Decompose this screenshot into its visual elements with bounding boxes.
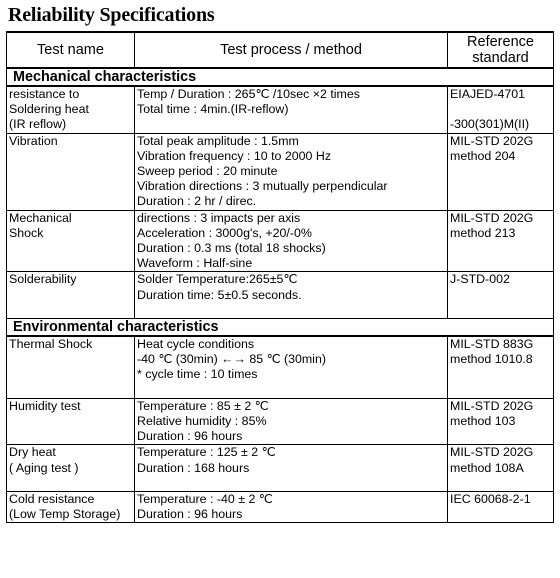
reference-cell — [448, 272, 554, 319]
process-line: Duration time: 5±0.5 seconds. — [137, 287, 302, 302]
process-cell — [135, 86, 448, 133]
test-name-line: resistance to — [9, 87, 80, 101]
process-spacer — [137, 303, 445, 318]
process-cell — [135, 336, 448, 398]
process-cell — [135, 133, 448, 210]
process-line: Temp / Duration : 265℃ /10sec ×2 times — [137, 87, 360, 101]
process-line: Total time : 4min.(IR-reflow) — [137, 102, 289, 117]
process-line: Waveform : Half-sine — [137, 256, 253, 271]
process-cell — [135, 272, 448, 319]
test-name-line: Mechanical — [9, 210, 72, 225]
reference-cell — [448, 133, 554, 210]
header-reference-line1: Reference — [467, 34, 534, 50]
process-line: Relative humidity : 85% — [137, 414, 267, 429]
section-environmental — [7, 319, 554, 337]
process-line: -40 ℃ (30min) ←→ 85 ℃ (30min) — [137, 352, 326, 367]
reference-line: MIL-STD 202G — [450, 133, 534, 148]
process-line: Total peak amplitude : 1.5mm — [137, 133, 299, 148]
process-line: Duration : 2 hr / direc. — [137, 194, 257, 209]
header-test-name: Test name — [7, 32, 135, 68]
table-row — [7, 210, 554, 272]
table-header-row — [7, 32, 554, 68]
process-cell — [135, 398, 448, 445]
reference-cell — [448, 210, 554, 272]
process-line: Sweep period : 20 minute — [137, 164, 278, 179]
header-reference-line2: standard — [472, 50, 529, 66]
section-title: Mechanical characteristics — [7, 68, 554, 86]
test-name-cell — [7, 210, 135, 272]
section-mechanical — [7, 68, 554, 86]
page-title: Reliability Specifications — [8, 4, 215, 26]
test-name-cell — [7, 492, 135, 523]
test-name-line: Humidity test — [9, 398, 81, 413]
reference-cell — [448, 86, 554, 133]
reference-line: method 103 — [450, 414, 516, 429]
process-line: Duration : 96 hours — [137, 429, 243, 444]
test-name-cell — [7, 398, 135, 445]
reference-spacer — [450, 102, 551, 117]
reference-line: method 204 — [450, 148, 516, 163]
test-name-cell — [7, 445, 135, 492]
section-title: Environmental characteristics — [7, 319, 554, 337]
test-name-line: (IR reflow) — [9, 117, 67, 132]
process-line: Temperature : -40 ± 2 ℃ — [137, 492, 273, 507]
reference-line: IEC 60068-2-1 — [450, 492, 531, 507]
process-line: Vibration frequency : 10 to 2000 Hz — [137, 148, 332, 163]
header-process: Test process / method — [135, 32, 448, 68]
process-spacer — [137, 476, 445, 491]
reference-line: method 1010.8 — [450, 352, 533, 367]
header-reference — [448, 32, 554, 68]
test-name-line: Solderability — [9, 272, 77, 287]
reference-cell — [448, 398, 554, 445]
process-cell — [135, 210, 448, 272]
test-name-line: Vibration — [9, 133, 58, 148]
reliability-spec-table — [6, 31, 554, 523]
table-row — [7, 133, 554, 210]
table-row — [7, 86, 554, 133]
process-line: Acceleration : 3000g's, +20/-0% — [137, 225, 312, 240]
process-line: Temperature : 125 ± 2 ℃ — [137, 445, 276, 460]
reference-line: J-STD-002 — [450, 272, 510, 287]
test-name-line: Thermal Shock — [9, 337, 93, 352]
process-line: Temperature : 85 ± 2 ℃ — [137, 398, 269, 413]
test-name-line: ( Aging test ) — [9, 460, 79, 475]
process-line: Duration : 168 hours — [137, 460, 250, 475]
table-row — [7, 336, 554, 398]
reference-line: MIL-STD 202G — [450, 398, 534, 413]
process-line: directions : 3 impacts per axis — [137, 210, 301, 225]
process-line: Vibration directions : 3 mutually perpendicular — [137, 179, 388, 194]
process-cell — [135, 492, 448, 523]
test-name-cell — [7, 133, 135, 210]
reference-line: method 108A — [450, 460, 524, 475]
reference-cell — [448, 492, 554, 523]
test-name-line: Shock — [9, 225, 44, 240]
table-row — [7, 398, 554, 445]
test-name-cell — [7, 86, 135, 133]
process-line: Heat cycle conditions — [137, 337, 255, 352]
test-name-line: Soldering heat — [9, 102, 89, 117]
reference-cell — [448, 336, 554, 398]
process-line: Solder Temperature:265±5℃ — [137, 272, 298, 287]
reference-line: MIL-STD 202G — [450, 210, 534, 225]
reference-line: method 213 — [450, 225, 516, 240]
table-row — [7, 492, 554, 523]
test-name-cell — [7, 272, 135, 319]
process-cell — [135, 445, 448, 492]
table-row — [7, 445, 554, 492]
process-line: Duration : 0.3 ms (total 18 shocks) — [137, 241, 326, 256]
reference-line: MIL-STD 883G — [450, 337, 534, 352]
test-name-cell — [7, 336, 135, 398]
test-name-line: Dry heat — [9, 445, 56, 460]
reference-line: MIL-STD 202G — [450, 445, 534, 460]
test-name-line: Cold resistance — [9, 492, 95, 507]
test-name-line: (Low Temp Storage) — [9, 507, 121, 522]
process-line: Duration : 96 hours — [137, 507, 243, 522]
reference-cell — [448, 445, 554, 492]
table-row — [7, 272, 554, 319]
process-spacer — [137, 383, 445, 398]
reference-line: EIAJED-4701 — [450, 87, 526, 101]
reference-line: -300(301)M(II) — [450, 117, 530, 132]
process-line: * cycle time : 10 times — [137, 367, 258, 382]
